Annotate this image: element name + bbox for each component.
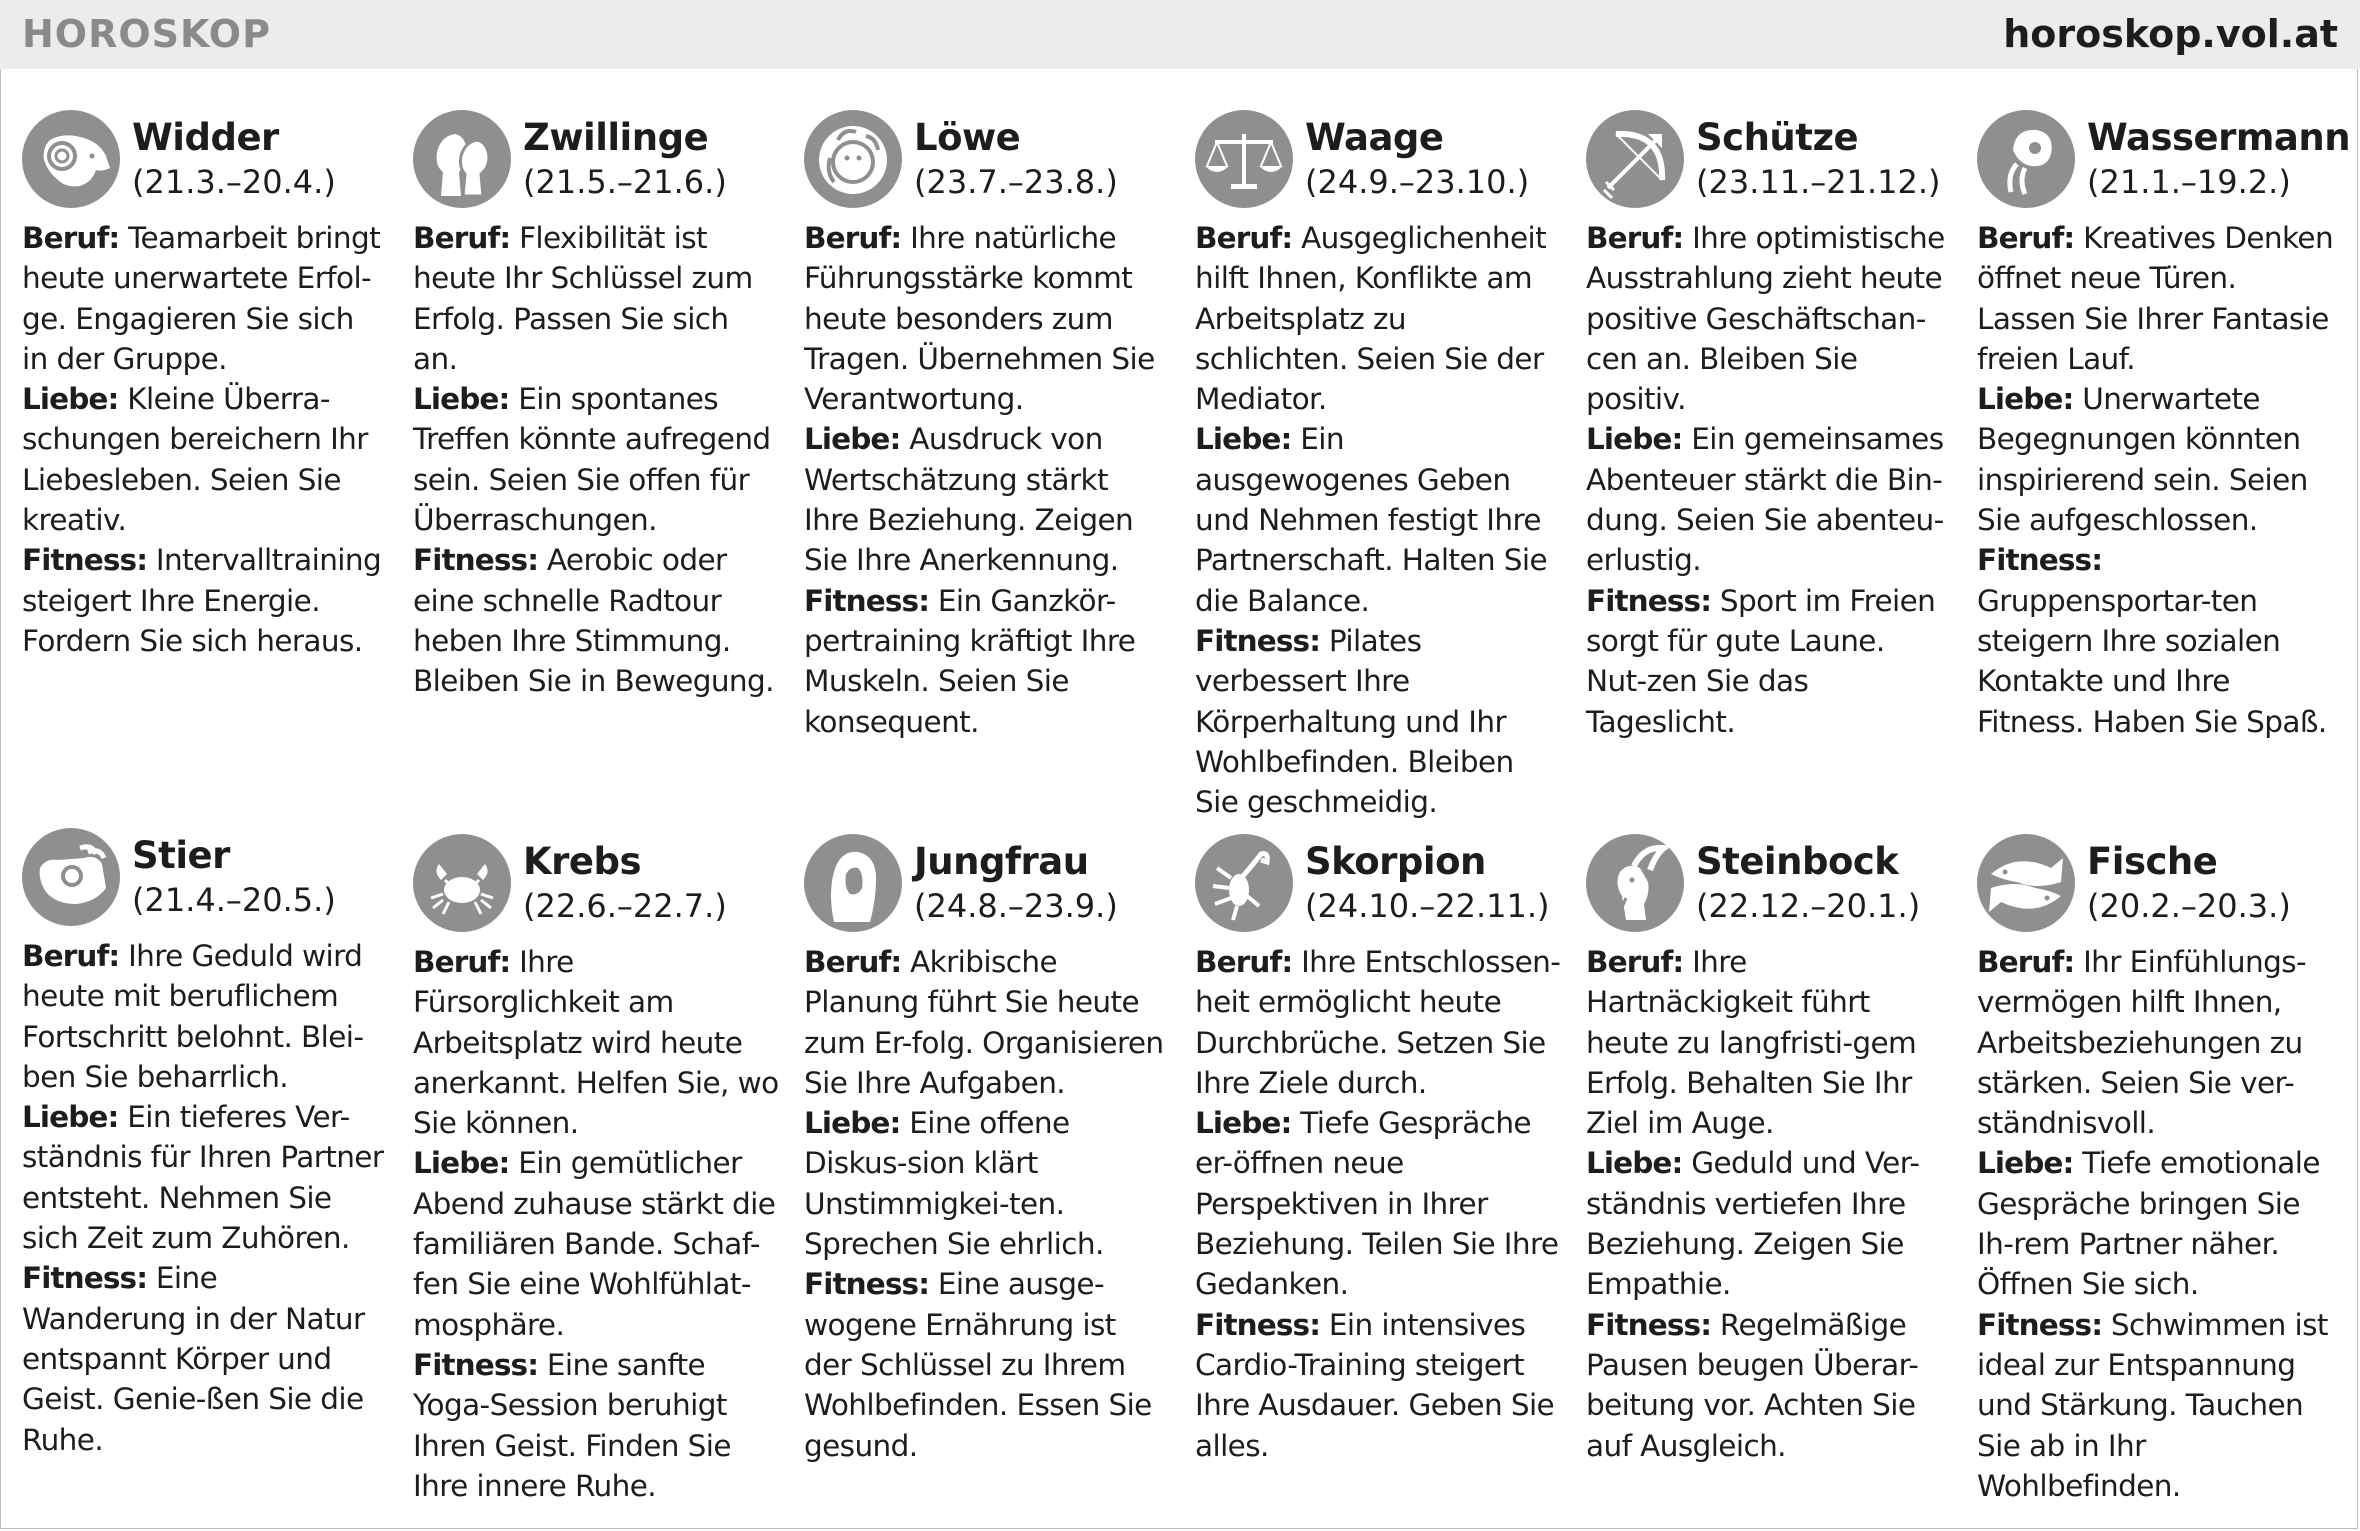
sign-name: Zwillinge bbox=[523, 116, 709, 159]
sign-name: Skorpion bbox=[1305, 840, 1486, 883]
liebe-label: Liebe: bbox=[1586, 1146, 1683, 1181]
sign-dates: (21.1.–19.2.) bbox=[2087, 163, 2291, 201]
fitness-text: Gruppensportar-ten steigern Ihre sozialen Kontakte und Ihre Fitness. Haben Sie Spaß. bbox=[1977, 583, 2327, 739]
sign-text bbox=[804, 942, 1170, 1466]
sign-dates: (23.11.–21.12.) bbox=[1696, 163, 1941, 201]
fitness-text: Eine ausge-wogene Ernährung ist der Schlüssel zu Ihrem Wohlbefinden. Essen Sie gesund. bbox=[804, 1267, 1152, 1463]
sign-card-loewe bbox=[804, 110, 1170, 742]
fitness-label: Fitness: bbox=[1195, 623, 1321, 658]
liebe-text: Ein gemeinsames Abenteuer stärkt die Bin-dung. Seien Sie abenteu-erlustig. bbox=[1586, 422, 1944, 578]
sign-card-krebs bbox=[413, 834, 779, 1506]
sign-name: Waage bbox=[1305, 116, 1444, 159]
fitness-label: Fitness: bbox=[804, 1267, 930, 1302]
beruf-label: Beruf: bbox=[1977, 945, 2075, 979]
leo-lion-icon bbox=[804, 110, 902, 208]
sign-text bbox=[1195, 218, 1561, 822]
liebe-text: Geduld und Ver-ständnis vertiefen Ihre Beziehung. Zeigen Sie Empathie. bbox=[1586, 1146, 1920, 1302]
sign-dates: (24.9.–23.10.) bbox=[1305, 163, 1530, 201]
liebe-text: Kleine Überra-schungen bereichern Ihr Liebesleben. Seien Sie kreativ. bbox=[22, 382, 368, 538]
sign-card-widder bbox=[22, 110, 388, 661]
beruf-text: Ihre Geduld wird heute mit beruflichem Fortschritt belohnt. Blei-ben Sie beharrlich. bbox=[22, 939, 364, 1094]
capricorn-goat-icon bbox=[1586, 834, 1684, 932]
liebe-label: Liebe: bbox=[1586, 422, 1683, 457]
sign-text bbox=[1586, 942, 1952, 1466]
sign-text bbox=[413, 942, 779, 1506]
liebe-text: Ein ausgewogenes Geben und Nehmen festigt Ihre Partnerschaft. Halten Sie die Balance. bbox=[1195, 422, 1548, 618]
beruf-text: Ihre optimistische Ausstrahlung zieht heute positive Geschäftschan-cen an. Bleiben Sie positiv. bbox=[1586, 221, 1945, 417]
liebe-label: Liebe: bbox=[1195, 422, 1292, 457]
liebe-label: Liebe: bbox=[413, 382, 510, 417]
fitness-label: Fitness: bbox=[1195, 1307, 1321, 1342]
liebe-label: Liebe: bbox=[1977, 1146, 2074, 1181]
sign-text bbox=[1977, 218, 2343, 742]
fitness-text: Sport im Freien sorgt für gute Laune. Nut-zen Sie das Tageslicht. bbox=[1586, 583, 1936, 739]
sign-name: Widder bbox=[132, 116, 279, 159]
sign-dates: (24.10.–22.11.) bbox=[1305, 887, 1550, 925]
fitness-text: Regelmäßige Pausen beugen Überar-beitung vor. Achten Sie auf Ausgleich. bbox=[1586, 1307, 1919, 1463]
sign-dates: (20.2.–20.3.) bbox=[2087, 887, 2291, 925]
sign-name: Schütze bbox=[1696, 116, 1859, 159]
sign-name: Fische bbox=[2087, 840, 2218, 883]
sign-card-steinbock bbox=[1586, 834, 1952, 1466]
libra-scales-icon bbox=[1195, 110, 1293, 208]
sign-card-wassermann bbox=[1977, 110, 2351, 742]
liebe-text: Unerwartete Begegnungen könnten inspirierend sein. Seien Sie aufgeschlossen. bbox=[1977, 382, 2308, 538]
beruf-text: Kreatives Denken öffnet neue Türen. Lassen Sie Ihrer Fantasie freien Lauf. bbox=[1977, 221, 2334, 376]
sign-dates: (21.4.–20.5.) bbox=[132, 881, 336, 919]
liebe-label: Liebe: bbox=[22, 1100, 119, 1135]
beruf-label: Beruf: bbox=[1586, 221, 1684, 255]
sign-dates: (23.7.–23.8.) bbox=[914, 163, 1118, 201]
fitness-text: Eine Wanderung in der Natur entspannt Körper und Geist. Genie-ßen Sie die Ruhe. bbox=[22, 1261, 365, 1457]
beruf-text: Ihre natürliche Führungsstärke kommt heute besonders zum Tragen. Übernehmen Sie Verantwortung. bbox=[804, 221, 1155, 417]
gemini-twins-icon bbox=[413, 110, 511, 208]
liebe-label: Liebe: bbox=[804, 422, 901, 457]
sign-text bbox=[1586, 218, 1952, 742]
fitness-label: Fitness: bbox=[413, 1347, 539, 1382]
fitness-text: Eine sanfte Yoga-Session beruhigt Ihren Geist. Finden Sie Ihre innere Ruhe. bbox=[413, 1347, 731, 1503]
liebe-text: Ausdruck von Wertschätzung stärkt Ihre Beziehung. Zeigen Sie Ihre Anerkennung. bbox=[804, 422, 1134, 578]
fitness-label: Fitness: bbox=[22, 1261, 148, 1296]
beruf-text: Ihre Entschlossen-heit ermöglicht heute Durchbrüche. Setzen Sie Ihre Ziele durch. bbox=[1195, 945, 1561, 1100]
fitness-label: Fitness: bbox=[1977, 543, 2103, 578]
beruf-label: Beruf: bbox=[22, 939, 120, 973]
virgo-maiden-icon bbox=[804, 834, 902, 932]
liebe-label: Liebe: bbox=[413, 1146, 510, 1181]
beruf-text: Teamarbeit bringt heute unerwartete Erfol-ge. Engagieren Sie sich in der Gruppe. bbox=[22, 221, 381, 376]
sign-card-zwillinge bbox=[413, 110, 779, 702]
cancer-crab-icon bbox=[413, 834, 511, 932]
beruf-label: Beruf: bbox=[1195, 221, 1293, 255]
sign-dates: (22.6.–22.7.) bbox=[523, 887, 727, 925]
beruf-label: Beruf: bbox=[804, 221, 902, 255]
fitness-text: Ein Ganzkör-pertraining kräftigt Ihre Muskeln. Seien Sie konsequent. bbox=[804, 583, 1136, 739]
sign-dates: (24.8.–23.9.) bbox=[914, 887, 1118, 925]
sign-dates: (21.5.–21.6.) bbox=[523, 163, 727, 201]
sign-name: Jungfrau bbox=[914, 840, 1089, 883]
beruf-label: Beruf: bbox=[1977, 221, 2075, 255]
beruf-text: Ihr Einfühlungs-vermögen hilft Ihnen, Arbeitsbeziehungen zu stärken. Seien Sie ver-ständnisvoll. bbox=[1977, 945, 2307, 1141]
sign-card-waage bbox=[1195, 110, 1561, 822]
liebe-text: Tiefe Gespräche er-öffnen neue Perspektiven in Ihrer Beziehung. Teilen Sie Ihre Gedanken. bbox=[1195, 1106, 1559, 1302]
page-title: HOROSKOP bbox=[22, 12, 271, 56]
fitness-text: Pilates verbessert Ihre Körperhaltung und Ihr Wohlbefinden. Bleiben Sie geschmeidig. bbox=[1195, 623, 1514, 820]
aries-ram-icon bbox=[22, 110, 120, 208]
liebe-text: Ein spontanes Treffen könnte aufregend sein. Seien Sie offen für Überraschungen. bbox=[413, 382, 771, 538]
sign-card-schuetze bbox=[1586, 110, 1952, 742]
beruf-text: Flexibilität ist heute Ihr Schlüssel zum Erfolg. Passen Sie sich an. bbox=[413, 221, 753, 376]
header-bar bbox=[0, 0, 2360, 69]
liebe-label: Liebe: bbox=[22, 382, 119, 417]
sign-dates: (21.3.–20.4.) bbox=[132, 163, 336, 201]
fitness-text: Intervalltraining steigert Ihre Energie. Fordern Sie sich heraus. bbox=[22, 543, 382, 658]
sign-text bbox=[804, 218, 1170, 742]
scorpio-scorpion-icon bbox=[1195, 834, 1293, 932]
sign-name: Löwe bbox=[914, 116, 1021, 159]
liebe-text: Ein tieferes Ver-ständnis für Ihren Partner entsteht. Nehmen Sie sich Zeit zum Zuhören. bbox=[22, 1100, 384, 1256]
sign-card-fische bbox=[1977, 834, 2343, 1506]
liebe-text: Ein gemütlicher Abend zuhause stärkt die familiären Bande. Schaf-fen Sie eine Wohlfühlat-mosphäre. bbox=[413, 1146, 776, 1342]
sign-name: Wassermann bbox=[2087, 116, 2351, 159]
sign-text bbox=[413, 218, 779, 702]
fitness-label: Fitness: bbox=[1977, 1307, 2103, 1342]
aquarius-water-bearer-icon bbox=[1977, 110, 2075, 208]
fitness-label: Fitness: bbox=[1586, 1307, 1712, 1342]
fitness-label: Fitness: bbox=[804, 583, 930, 618]
liebe-label: Liebe: bbox=[1977, 382, 2074, 417]
fitness-text: Schwimmen ist ideal zur Entspannung und Stärkung. Tauchen Sie ab in Ihr Wohlbefinden. bbox=[1977, 1307, 2328, 1503]
sign-card-jungfrau bbox=[804, 834, 1170, 1466]
fitness-label: Fitness: bbox=[1586, 583, 1712, 618]
sign-text bbox=[22, 936, 388, 1460]
sign-name: Steinbock bbox=[1696, 840, 1899, 883]
liebe-text: Eine offene Diskus-sion klärt Unstimmigkei-ten. Sprechen Sie ehrlich. bbox=[804, 1106, 1104, 1262]
fitness-label: Fitness: bbox=[413, 543, 539, 578]
sign-card-skorpion bbox=[1195, 834, 1561, 1466]
sign-name: Krebs bbox=[523, 840, 642, 883]
beruf-label: Beruf: bbox=[413, 221, 511, 255]
sign-card-stier bbox=[22, 828, 388, 1460]
sign-dates: (22.12.–20.1.) bbox=[1696, 887, 1921, 925]
fitness-label: Fitness: bbox=[22, 543, 148, 578]
fitness-text: Ein intensives Cardio-Training steigert Ihre Ausdauer. Geben Sie alles. bbox=[1195, 1307, 1555, 1463]
beruf-label: Beruf: bbox=[413, 945, 511, 979]
liebe-text: Tiefe emotionale Gespräche bringen Sie Ih-rem Partner näher. Öffnen Sie sich. bbox=[1977, 1146, 2320, 1302]
beruf-label: Beruf: bbox=[804, 945, 902, 979]
beruf-label: Beruf: bbox=[1195, 945, 1293, 979]
beruf-label: Beruf: bbox=[22, 221, 120, 255]
pisces-fish-icon bbox=[1977, 834, 2075, 932]
beruf-text: Akribische Planung führt Sie heute zum Er-folg. Organisieren Sie Ihre Aufgaben. bbox=[804, 945, 1164, 1100]
beruf-label: Beruf: bbox=[1586, 945, 1684, 979]
liebe-label: Liebe: bbox=[1195, 1106, 1292, 1141]
sign-text bbox=[1977, 942, 2343, 1506]
sign-text bbox=[22, 218, 388, 661]
fitness-text: Aerobic oder eine schnelle Radtour heben Ihre Stimmung. Bleiben Sie in Bewegung. bbox=[413, 543, 774, 699]
beruf-text: Ihre Hartnäckigkeit führt heute zu langfristi-gem Erfolg. Behalten Sie Ihr Ziel im Auge. bbox=[1586, 945, 1917, 1141]
site-url[interactable]: horoskop.vol.at bbox=[2003, 12, 2338, 56]
taurus-bull-icon bbox=[22, 828, 120, 926]
sign-text bbox=[1195, 942, 1561, 1466]
beruf-text: Ihre Fürsorglichkeit am Arbeitsplatz wird heute anerkannt. Helfen Sie, wo Sie können. bbox=[413, 945, 779, 1141]
sign-name: Stier bbox=[132, 834, 230, 877]
beruf-text: Ausgeglichenheit hilft Ihnen, Konflikte am Arbeitsplatz zu schlichten. Seien Sie der Mediator. bbox=[1195, 221, 1547, 417]
liebe-label: Liebe: bbox=[804, 1106, 901, 1141]
sagittarius-bow-icon bbox=[1586, 110, 1684, 208]
